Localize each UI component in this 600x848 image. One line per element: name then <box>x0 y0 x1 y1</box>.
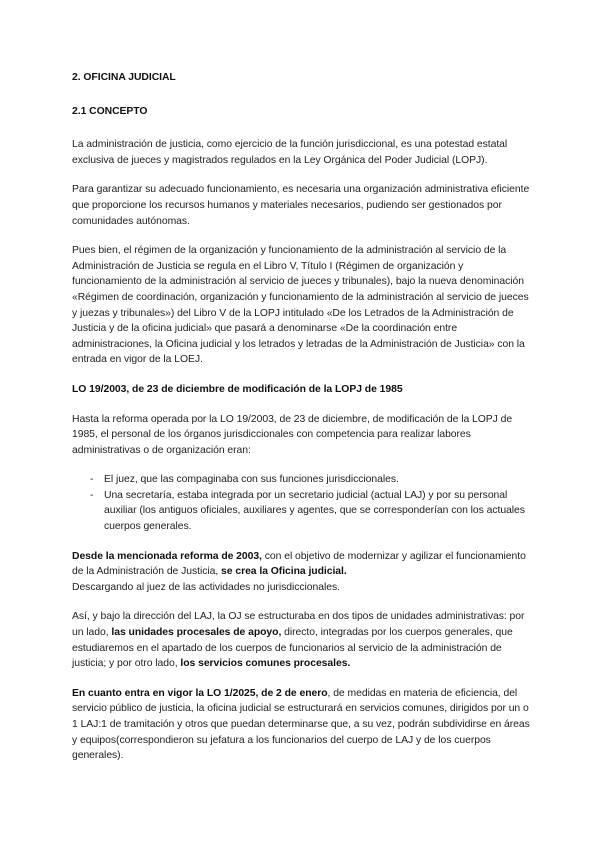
bold-text: las unidades procesales de apoyo, <box>111 627 282 639</box>
text-run: directo, integradas por los cuerpos generales, que estudiaremos en el apartado de los cuerpos de funcionarios al servicio de la administración de justicia; y por otro lado, <box>72 627 513 670</box>
document-body <box>72 70 532 764</box>
paragraph-lo-2025 <box>72 686 532 764</box>
paragraph-reforma: Hasta la reforma operada por la LO 19/2003, de 23 de diciembre, de modificación de la LOPJ de 1985, el personal de los órganos jurisdiccionales con competencia para realizar labores administrativas o de organización eran: <box>72 413 513 456</box>
paragraph-regimen: Pues bien, el régimen de la organización y funcionamiento de la administración al servicio de la Administración de Justicia se regula en el Libro V, Título I (Régimen de organización y funcionamiento de la administración al servicio de jueces y tribunales), bajo la nueva denominación «Régimen de coordinación, organización y funcionamiento de la administración al servicio de jueces y juezas y tribunales») del Libro V de la LOPJ intitulado «De los Letrados de la Administración de Justicia y de la oficina judicial» que pasará a denominarse «De la coordinación entre administraciones, la Oficina judicial y los letrados y letradas de la Administración de Justicia» con la entrada en vigor de la LOEJ. <box>72 245 529 366</box>
text-run: Así, y bajo la dirección del LAJ, la OJ se estructuraba en dos tipos de unidades administrativas: por un lado, <box>72 611 525 639</box>
section-heading: 2. OFICINA JUDICIAL <box>72 72 176 83</box>
bullet-list <box>72 472 532 534</box>
bold-text: En cuanto entra en vigor la LO 1/2025, de 2 de enero <box>72 687 328 699</box>
text-run: con el objetivo de modernizar y agilizar el funcionamiento de la Administración de Justicia, <box>72 550 526 578</box>
bold-text: los servicios comunes procesales. <box>180 658 351 670</box>
text-run: Descargando al juez de las actividades no jurisdiccionales. <box>72 581 340 593</box>
paragraph-estructura <box>72 609 532 671</box>
paragraph-concepto: La administración de justicia, como ejercicio de la función jurisdiccional, es una potestad estatal exclusiva de jueces y magistrados regulados en la Ley Orgánica del Poder Judicial (LOPJ). <box>72 139 508 166</box>
list-item: - El juez, que las compaginaba con sus funciones jurisdiccionales. <box>92 472 532 488</box>
paragraph-oficina-creacion <box>72 549 532 596</box>
subsection-heading: 2.1 CONCEPTO <box>72 105 148 117</box>
paragraph-funcionamiento: Para garantizar su adecuado funcionamiento, es necesaria una organización administrativa eficiente que proporcione los recursos humanos y materiales necesarios, pudiendo ser gestionados por comunidades autónomas. <box>72 184 530 227</box>
lo-heading: LO 19/2003, de 23 de diciembre de modificación de la LOPJ de 1985 <box>72 383 403 395</box>
bold-text: Desde la mencionada reforma de 2003, <box>72 550 262 562</box>
text-run: , de medidas en materia de eficiencia, del servicio público de justicia, la oficina judicial se estructurará en servicios comunes, dirigidos por un o 1 LAJ:1 de tramitación y otros que puedan determinarse que, a su vez, podrán subdividirse en áreas y equipos(correspondieron su jefatura a los funcionarios del cuerpo de LAJ y de los cuerpos generales). <box>72 687 530 762</box>
list-item: - Una secretaría, estaba integrada por un secretario judicial (actual LAJ) y por su personal auxiliar (los antiguos oficiales, auxiliares y agentes, que se corresponderían con los actuales cuerpos generales. <box>92 488 532 535</box>
bold-text: se crea la Oficina judicial. <box>221 566 347 578</box>
